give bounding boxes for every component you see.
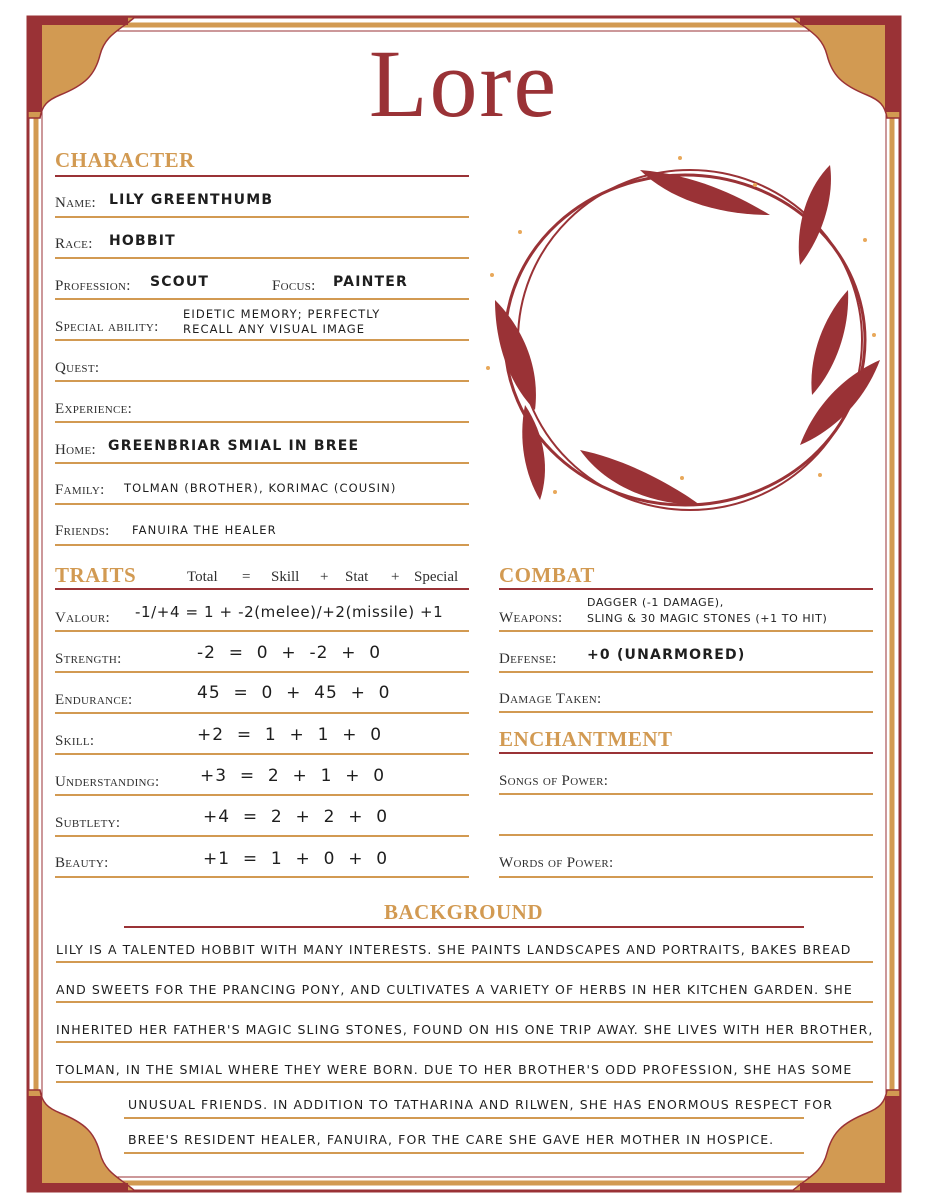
weapons-label: Weapons: xyxy=(499,610,563,626)
traits-rule xyxy=(55,588,469,590)
profession-value[interactable]: SCOUT xyxy=(150,274,210,290)
family-value[interactable]: TOLMAN (BROTHER), KORIMAC (COUSIN) xyxy=(124,481,397,495)
background-line-rule xyxy=(124,1117,804,1119)
endurance-label: Endurance: xyxy=(55,692,133,708)
background-line-6: BREE'S RESIDENT HEALER, FANUIRA, FOR THE CARE SHE GAVE HER MOTHER IN HOSPICE. xyxy=(128,1132,775,1147)
race-value[interactable]: HOBBIT xyxy=(109,233,176,249)
field-line xyxy=(55,216,469,218)
defense-value[interactable]: +0 (UNARMORED) xyxy=(587,647,746,663)
background-line-rule xyxy=(124,1152,804,1154)
field-line xyxy=(55,257,469,259)
home-label: Home: xyxy=(55,442,96,458)
traits-col-eq: = xyxy=(242,569,251,585)
traits-col-skill: Skill xyxy=(271,569,300,585)
focus-label: Focus: xyxy=(272,278,316,294)
field-line xyxy=(55,712,469,714)
enchantment-heading: ENCHANTMENT xyxy=(499,727,673,751)
beauty-label: Beauty: xyxy=(55,855,109,871)
traits-col-plus2: + xyxy=(391,569,400,585)
experience-label: Experience: xyxy=(55,401,133,417)
traits-col-total: Total xyxy=(187,569,218,585)
weapons-value-line2[interactable]: SLING & 30 MAGIC STONES (+1 TO HIT) xyxy=(587,612,828,625)
focus-value[interactable]: PAINTER xyxy=(333,274,409,290)
skill-label: Skill: xyxy=(55,733,95,749)
race-label: Race: xyxy=(55,236,93,252)
understanding-label: Understanding: xyxy=(55,774,160,790)
field-line xyxy=(499,834,873,836)
background-line-2: AND SWEETS FOR THE PRANCING PONY, AND CULTIVATES A VARIETY OF HERBS IN HER KITCHEN GARDEN. SHE xyxy=(56,982,853,997)
name-value[interactable]: LILY GREENTHUMB xyxy=(109,192,274,208)
field-line xyxy=(55,835,469,837)
field-line xyxy=(499,630,873,632)
quest-label: Quest: xyxy=(55,360,100,376)
weapons-value-line1[interactable]: DAGGER (-1 DAMAGE), xyxy=(587,596,724,609)
character-rule xyxy=(55,175,469,177)
field-line xyxy=(55,544,469,546)
special-ability-value-line2[interactable]: RECALL ANY VISUAL IMAGE xyxy=(183,322,366,336)
field-line xyxy=(55,794,469,796)
skill-value[interactable]: +2 = 1 + 1 + 0 xyxy=(197,725,383,745)
field-line xyxy=(55,462,469,464)
profession-label: Profession: xyxy=(55,278,131,294)
traits-col-special: Special xyxy=(414,569,459,585)
subtlety-value[interactable]: +4 = 2 + 2 + 0 xyxy=(203,807,389,827)
field-line xyxy=(55,503,469,505)
field-line xyxy=(55,876,469,878)
traits-col-plus1: + xyxy=(320,569,329,585)
background-line-3: INHERITED HER FATHER'S MAGIC SLING STONES, FOUND ON HIS ONE TRIP AWAY. SHE LIVES WITH HER BROTHER, xyxy=(56,1022,874,1037)
subtlety-label: Subtlety: xyxy=(55,815,121,831)
family-label: Family: xyxy=(55,482,105,498)
understanding-value[interactable]: +3 = 2 + 1 + 0 xyxy=(200,766,386,786)
special-ability-value-line1[interactable]: EIDETIC MEMORY; PERFECTLY xyxy=(183,307,381,321)
field-line xyxy=(499,793,873,795)
strength-label: Strength: xyxy=(55,651,122,667)
friends-label: Friends: xyxy=(55,523,110,539)
character-heading: CHARACTER xyxy=(55,148,195,172)
background-line-5: UNUSUAL FRIENDS. IN ADDITION TO TATHARINA AND RILWEN, SHE HAS ENORMOUS RESPECT FOR xyxy=(128,1097,834,1112)
field-line xyxy=(499,671,873,673)
strength-value[interactable]: -2 = 0 + -2 + 0 xyxy=(197,643,382,663)
field-line xyxy=(55,630,469,632)
combat-heading: COMBAT xyxy=(499,563,595,587)
defense-label: Defense: xyxy=(499,651,557,667)
traits-heading: TRAITS xyxy=(55,563,137,587)
page-title: Lore xyxy=(368,30,559,137)
field-line xyxy=(499,711,873,713)
enchantment-rule xyxy=(499,752,873,754)
field-line xyxy=(55,380,469,382)
words-of-power-label: Words of Power: xyxy=(499,855,614,871)
laurel-wreath-icon xyxy=(486,156,880,510)
beauty-value[interactable]: +1 = 1 + 0 + 0 xyxy=(203,849,389,869)
background-rule xyxy=(124,926,804,928)
home-value[interactable]: GREENBRIAR SMIAL IN BREE xyxy=(108,438,360,454)
field-line xyxy=(55,671,469,673)
combat-rule xyxy=(499,588,873,590)
field-line xyxy=(55,753,469,755)
name-label: Name: xyxy=(55,195,96,211)
background-heading: BACKGROUND xyxy=(383,900,543,924)
background-line-rule xyxy=(56,1041,873,1043)
background-line-1: LILY IS A TALENTED HOBBIT WITH MANY INTERESTS. SHE PAINTS LANDSCAPES AND PORTRAITS, BAKES BREAD xyxy=(56,942,852,957)
background-line-rule xyxy=(56,1001,873,1003)
traits-col-stat: Stat xyxy=(345,569,369,585)
background-line-rule xyxy=(56,1081,873,1083)
songs-of-power-label: Songs of Power: xyxy=(499,773,609,789)
background-line-4: TOLMAN, IN THE SMIAL WHERE THEY WERE BORN. DUE TO HER BROTHER'S ODD PROFESSION, SHE HAS SOME xyxy=(56,1062,853,1077)
friends-value[interactable]: FANUIRA THE HEALER xyxy=(132,523,277,537)
background-line-rule xyxy=(56,961,873,963)
field-line xyxy=(55,339,469,341)
valour-label: Valour: xyxy=(55,610,110,626)
valour-value[interactable]: -1/+4 = 1 + -2(melee)/+2(missile) +1 xyxy=(135,603,444,621)
endurance-value[interactable]: 45 = 0 + 45 + 0 xyxy=(197,683,391,703)
special-ability-label: Special ability: xyxy=(55,319,159,335)
field-line xyxy=(55,298,469,300)
field-line xyxy=(499,876,873,878)
field-line xyxy=(55,421,469,423)
damage-taken-label: Damage Taken: xyxy=(499,691,602,707)
